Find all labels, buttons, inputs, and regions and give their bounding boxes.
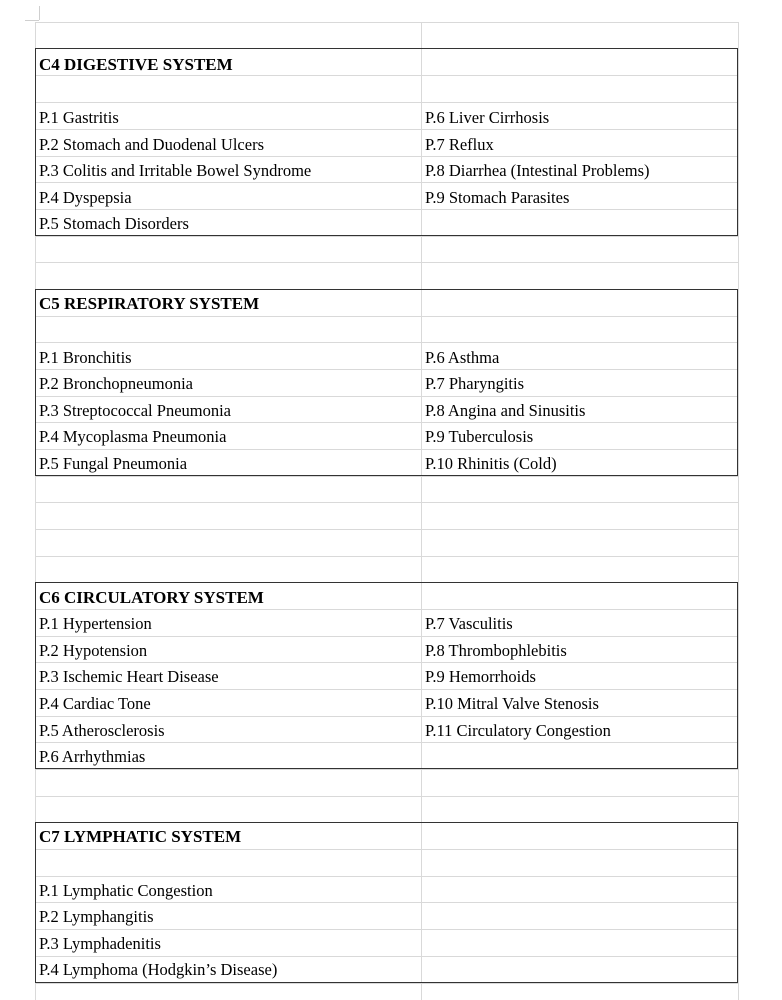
list-item: P.1 Gastritis	[39, 108, 119, 127]
list-item: P.3 Ischemic Heart Disease	[39, 667, 219, 686]
list-item: P.8 Diarrhea (Intestinal Problems)	[425, 161, 650, 180]
list-item: P.11 Circulatory Congestion	[425, 721, 611, 740]
section-title: C7 LYMPHATIC SYSTEM	[39, 827, 242, 846]
grid-line	[35, 529, 739, 530]
list-item: P.5 Atherosclerosis	[39, 721, 165, 740]
page-corner-mark	[25, 20, 39, 21]
section-title: C4 DIGESTIVE SYSTEM	[39, 55, 233, 74]
list-item: P.5 Fungal Pneumonia	[39, 454, 188, 473]
section-title: C5 RESPIRATORY SYSTEM	[39, 294, 260, 313]
list-item: P.8 Angina and Sinusitis	[425, 401, 586, 420]
grid-line	[35, 983, 739, 984]
list-item: P.2 Stomach and Duodenal Ulcers	[39, 135, 264, 154]
page-corner-mark	[39, 6, 40, 20]
list-item: P.5 Stomach Disorders	[39, 214, 189, 233]
list-item: P.6 Liver Cirrhosis	[425, 108, 550, 127]
list-item: P.9 Tuberculosis	[425, 427, 534, 446]
grid-line	[738, 22, 739, 1000]
list-item: P.4 Cardiac Tone	[39, 694, 151, 713]
list-item: P.2 Lymphangitis	[39, 907, 154, 926]
list-item: P.9 Stomach Parasites	[425, 188, 570, 207]
section-title: C6 CIRCULATORY SYSTEM	[39, 588, 264, 607]
grid-line	[35, 22, 739, 23]
grid-line	[35, 796, 739, 797]
list-item: P.1 Bronchitis	[39, 348, 132, 367]
list-item: P.3 Lymphadenitis	[39, 934, 161, 953]
list-item: P.7 Pharyngitis	[425, 374, 525, 393]
list-item: P.2 Hypotension	[39, 641, 148, 660]
grid-line	[35, 262, 739, 263]
list-item: P.7 Reflux	[425, 135, 494, 154]
list-item: P.2 Bronchopneumonia	[39, 374, 193, 393]
list-item: P.7 Vasculitis	[425, 614, 513, 633]
list-item: P.1 Hypertension	[39, 614, 152, 633]
list-item: P.4 Lymphoma (Hodgkin’s Disease)	[39, 960, 278, 979]
grid-line	[35, 502, 739, 503]
list-item: P.10 Mitral Valve Stenosis	[425, 694, 599, 713]
grid-line	[35, 556, 739, 557]
list-item: P.6 Asthma	[425, 348, 500, 367]
list-item: P.3 Streptococcal Pneumonia	[39, 401, 232, 420]
list-item: P.10 Rhinitis (Cold)	[425, 454, 557, 473]
list-item: P.9 Hemorrhoids	[425, 667, 536, 686]
list-item: P.4 Dyspepsia	[39, 188, 132, 207]
list-item: P.1 Lymphatic Congestion	[39, 881, 213, 900]
list-item: P.6 Arrhythmias	[39, 747, 146, 766]
list-item: P.3 Colitis and Irritable Bowel Syndrome	[39, 161, 312, 180]
grid-line	[35, 476, 739, 477]
list-item: P.4 Mycoplasma Pneumonia	[39, 427, 227, 446]
list-item: P.8 Thrombophlebitis	[425, 641, 567, 660]
grid-line	[35, 236, 739, 237]
grid-line	[35, 769, 739, 770]
